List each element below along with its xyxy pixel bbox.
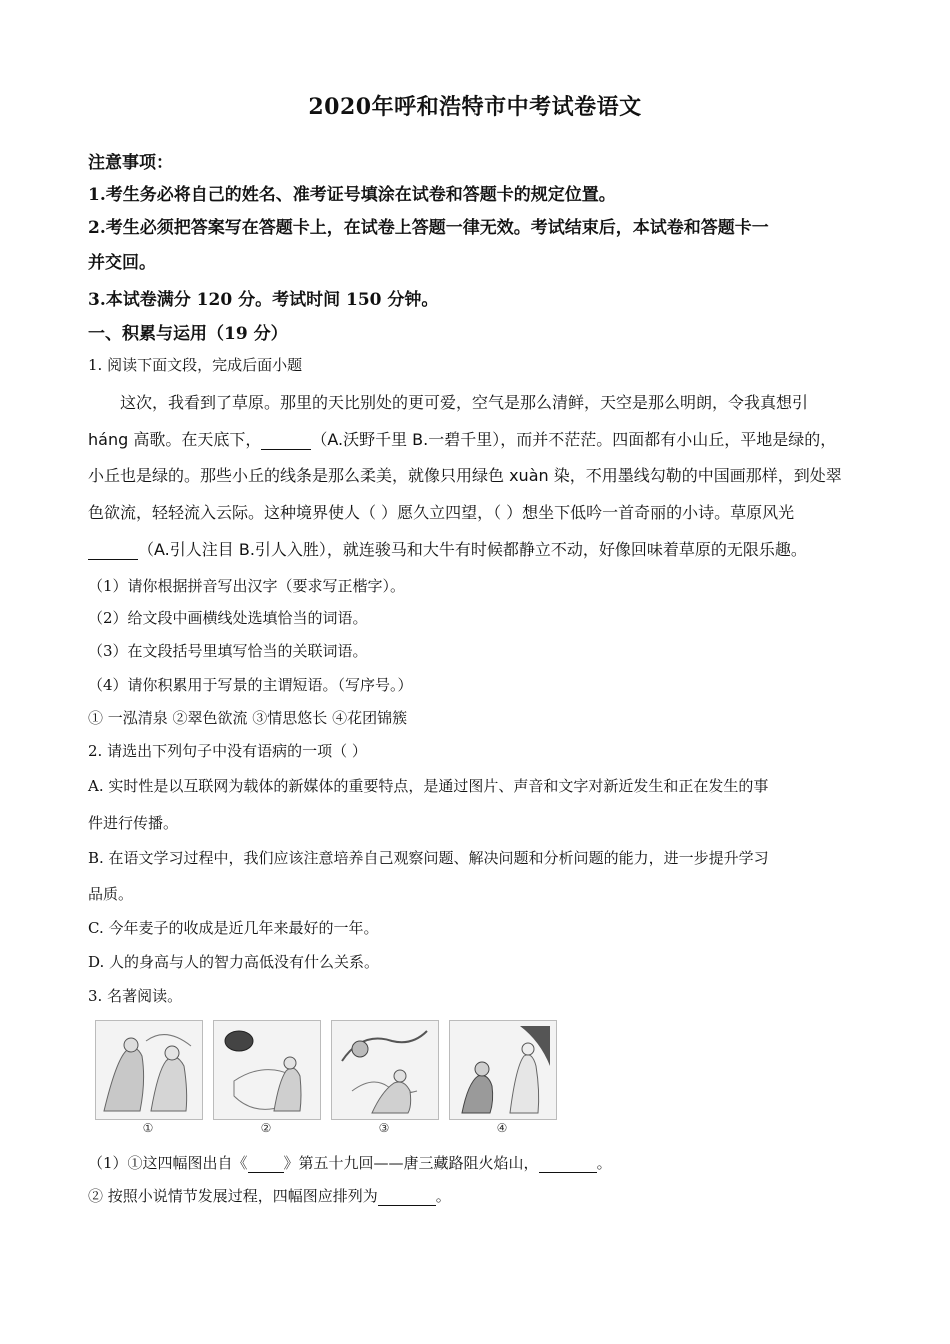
question-3-sub-2-end: 。 bbox=[435, 1187, 451, 1205]
illustration-label-1: ① bbox=[142, 1121, 154, 1135]
sub-question-1: （1）请你根据拼音写出汉字（要求写正楷字）。 bbox=[88, 577, 406, 595]
illustration-label-3: ③ bbox=[378, 1121, 390, 1135]
illustration-2 bbox=[213, 1020, 321, 1120]
option-b: B. 在语文学习过程中，我们应该注意培养自己观察问题、解决问题和分析问题的能力，进一步提升学习 bbox=[88, 849, 769, 867]
answer-blank[interactable] bbox=[378, 1187, 436, 1206]
option-b-cont: 品质。 bbox=[88, 885, 134, 903]
illustration-label-4: ④ bbox=[496, 1121, 508, 1135]
illustration-3 bbox=[331, 1020, 439, 1120]
passage-line-4: 色欲流，轻轻流入云际。这种境界使人（ ）愿久立四望，（ ）想坐下低吟一首奇丽的小诗。草原风光 bbox=[88, 503, 795, 522]
question-1-stem: 1. 阅读下面文段，完成后面小题 bbox=[88, 356, 303, 374]
page-title: 2020年呼和浩特市中考试卷语文 bbox=[308, 94, 642, 120]
option-a: A. 实时性是以互联网为载体的新媒体的重要特点，是通过图片、声音和文字对新近发生和正在发生的事 bbox=[88, 777, 769, 795]
option-d: D. 人的身高与人的智力高低没有什么关系。 bbox=[88, 953, 380, 971]
sub-question-3: （3）在文段括号里填写恰当的关联词语。 bbox=[88, 642, 368, 660]
illustration-1 bbox=[95, 1020, 203, 1120]
illustration-4 bbox=[449, 1020, 557, 1120]
illustration-strip bbox=[95, 1020, 565, 1135]
question-3-sub-1-end: 。 bbox=[596, 1154, 612, 1172]
passage-line-5 bbox=[88, 537, 807, 560]
passage-line-2-end: （A.沃野千里 B.一碧千里），而并不茫茫。四面都有小山丘，平地是绿的， bbox=[311, 430, 837, 449]
question-3-stem: 3. 名著阅读。 bbox=[88, 987, 183, 1005]
question-3-sub-1-mid: 》第五十九回——唐三藏路阻火焰山， bbox=[283, 1154, 539, 1172]
sub-question-2: （2）给文段中画横线处选填恰当的词语。 bbox=[88, 609, 368, 627]
question-3-sub-1 bbox=[88, 1152, 612, 1173]
question-3-sub-2-start: ② 按照小说情节发展过程，四幅图应排列为 bbox=[88, 1187, 378, 1205]
passage-line-2-start: háng 高歌。在天底下， bbox=[88, 430, 262, 449]
question-2-stem: 2. 请选出下列句子中没有语病的一项（ ） bbox=[88, 742, 367, 760]
passage-line-3: 小丘也是绿的。那些小丘的线条是那么柔美，就像只用绿色 xuàn 染，不用墨线勾勒的中国画那样，到处翠 bbox=[88, 466, 842, 485]
illustration-label-2: ② bbox=[260, 1121, 272, 1135]
passage-line-1: 这次，我看到了草原。那里的天比别处的更可爱，空气是那么清鲜，天空是那么明朗，令我真想引 bbox=[120, 393, 809, 412]
phrase-options: ① 一泓清泉 ②翠色欲流 ③情思悠长 ④花团锦簇 bbox=[88, 709, 408, 727]
question-3-sub-1-start: （1）①这四幅图出自《 bbox=[88, 1154, 248, 1172]
notice-item-2-cont: 并交回。 bbox=[88, 253, 156, 273]
answer-blank[interactable] bbox=[248, 1154, 284, 1173]
answer-blank[interactable] bbox=[261, 430, 311, 450]
notice-item-3: 3.本试卷满分 120 分。考试时间 150 分钟。 bbox=[88, 290, 439, 310]
sub-question-4: （4）请你积累用于写景的主谓短语。（写序号。） bbox=[88, 676, 413, 694]
option-a-cont: 件进行传播。 bbox=[88, 814, 179, 832]
passage-line-5-text: （A.引人注目 B.引人入胜），就连骏马和大牛有时候都静立不动，好像回味着草原的无限乐趣。 bbox=[138, 540, 807, 559]
passage-line-2 bbox=[88, 427, 836, 450]
notice-heading: 注意事项： bbox=[88, 153, 173, 173]
question-3-sub-2 bbox=[88, 1185, 451, 1206]
option-c: C. 今年麦子的收成是近几年来最好的一年。 bbox=[88, 919, 379, 937]
section-heading: 一、积累与运用（19 分） bbox=[88, 324, 288, 344]
notice-item-1: 1.考生务必将自己的姓名、准考证号填涂在试卷和答题卡的规定位置。 bbox=[88, 185, 616, 205]
answer-blank[interactable] bbox=[88, 540, 138, 560]
notice-item-2: 2.考生必须把答案写在答题卡上，在试卷上答题一律无效。考试结束后，本试卷和答题卡一 bbox=[88, 218, 769, 238]
answer-blank[interactable] bbox=[539, 1154, 597, 1173]
